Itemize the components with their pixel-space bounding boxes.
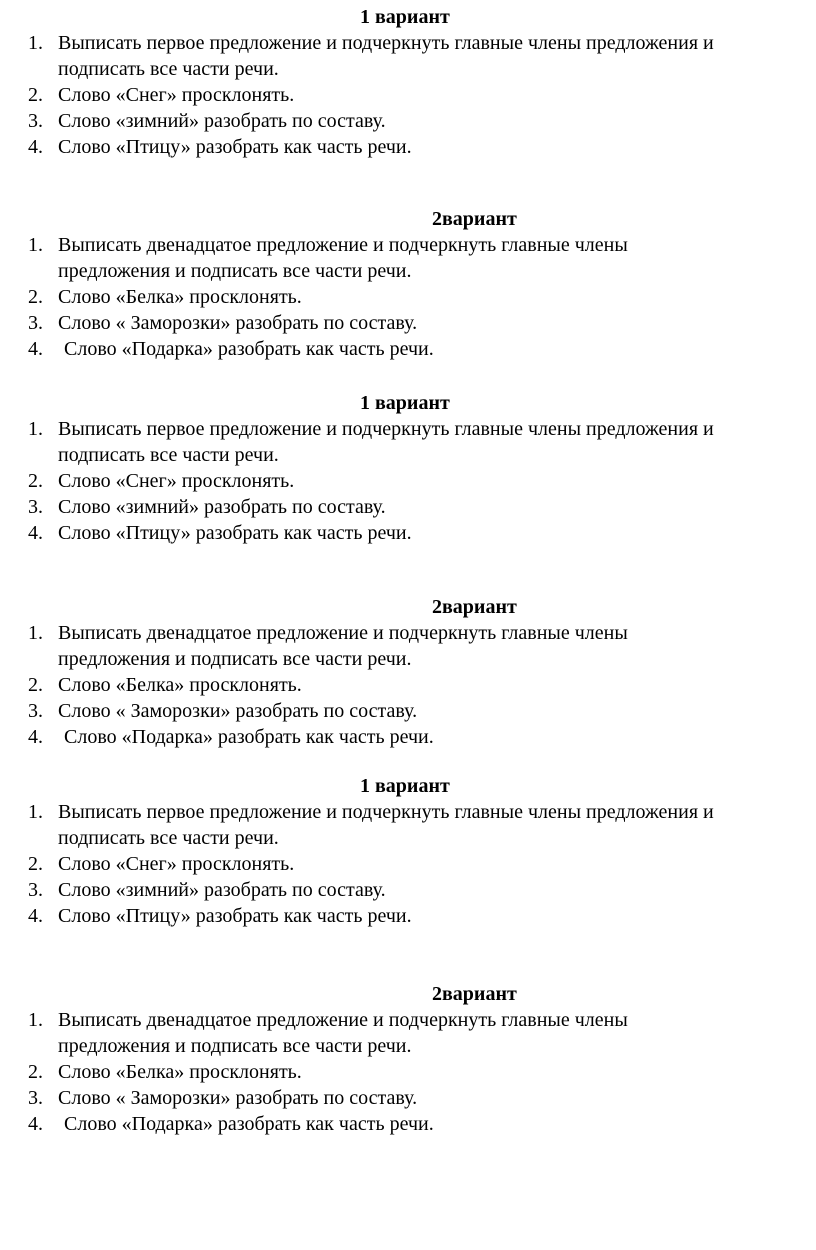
task-text-line: Слово «Снег» просклонять. — [58, 470, 295, 492]
task-text-line: предложения и подписать все части речи. — [58, 1035, 412, 1057]
task-text-line: Выписать первое предложение и подчеркнуть главные члены предложения и — [58, 801, 714, 823]
task-text-line: Слово «Птицу» разобрать как часть речи. — [58, 905, 412, 927]
task-text-line: Слово «Белка» просклонять. — [58, 674, 302, 696]
task-text-line: Слово «Подарка» разобрать как часть речи. — [64, 1113, 434, 1135]
variant-title: 2вариант — [432, 596, 517, 618]
task-text-line: подписать все части речи. — [58, 827, 279, 849]
variant-title: 1 вариант — [360, 775, 450, 797]
task-number: 3. — [28, 1087, 43, 1109]
task-number: 3. — [28, 496, 43, 518]
task-text-line: Выписать двенадцатое предложение и подчеркнуть главные члены — [58, 234, 628, 256]
task-text-line: Слово « Заморозки» разобрать по составу. — [58, 1087, 418, 1109]
task-number: 4. — [28, 905, 43, 927]
variant-title: 2вариант — [432, 983, 517, 1005]
task-number: 1. — [28, 32, 43, 54]
task-text-line: Слово «Птицу» разобрать как часть речи. — [58, 136, 412, 158]
task-number: 3. — [28, 110, 43, 132]
task-number: 4. — [28, 726, 43, 748]
task-number: 4. — [28, 522, 43, 544]
task-text-line: Выписать первое предложение и подчеркнуть главные члены предложения и — [58, 32, 714, 54]
task-text-line: Слово «Белка» просклонять. — [58, 286, 302, 308]
task-text-line: Слово «зимний» разобрать по составу. — [58, 110, 386, 132]
task-text-line: Слово «Подарка» разобрать как часть речи. — [64, 726, 434, 748]
task-number: 1. — [28, 418, 43, 440]
task-text-line: Слово «Подарка» разобрать как часть речи. — [64, 338, 434, 360]
task-text-line: Выписать двенадцатое предложение и подчеркнуть главные члены — [58, 1009, 628, 1031]
task-number: 2. — [28, 84, 43, 106]
task-number: 2. — [28, 674, 43, 696]
task-text-line: Слово «зимний» разобрать по составу. — [58, 879, 386, 901]
task-text-line: предложения и подписать все части речи. — [58, 260, 412, 282]
task-text-line: Слово «Белка» просклонять. — [58, 1061, 302, 1083]
task-text-line: подписать все части речи. — [58, 58, 279, 80]
task-number: 2. — [28, 470, 43, 492]
variant-title: 2вариант — [432, 208, 517, 230]
task-number: 2. — [28, 286, 43, 308]
task-text-line: Слово «Снег» просклонять. — [58, 853, 295, 875]
task-number: 3. — [28, 312, 43, 334]
task-text-line: Слово «Снег» просклонять. — [58, 84, 295, 106]
task-text-line: Слово «зимний» разобрать по составу. — [58, 496, 386, 518]
task-number: 4. — [28, 1113, 43, 1135]
task-number: 2. — [28, 1061, 43, 1083]
task-number: 3. — [28, 879, 43, 901]
task-text-line: Слово « Заморозки» разобрать по составу. — [58, 700, 418, 722]
task-number: 4. — [28, 136, 43, 158]
task-text-line: Выписать первое предложение и подчеркнуть главные члены предложения и — [58, 418, 714, 440]
task-text-line: Выписать двенадцатое предложение и подчеркнуть главные члены — [58, 622, 628, 644]
task-text-line: подписать все части речи. — [58, 444, 279, 466]
variant-title: 1 вариант — [360, 6, 450, 28]
task-number: 1. — [28, 234, 43, 256]
task-text-line: Слово « Заморозки» разобрать по составу. — [58, 312, 418, 334]
variant-title: 1 вариант — [360, 392, 450, 414]
task-number: 1. — [28, 801, 43, 823]
task-text-line: Слово «Птицу» разобрать как часть речи. — [58, 522, 412, 544]
task-text-line: предложения и подписать все части речи. — [58, 648, 412, 670]
task-number: 1. — [28, 1009, 43, 1031]
task-number: 3. — [28, 700, 43, 722]
task-number: 2. — [28, 853, 43, 875]
task-number: 4. — [28, 338, 43, 360]
task-number: 1. — [28, 622, 43, 644]
